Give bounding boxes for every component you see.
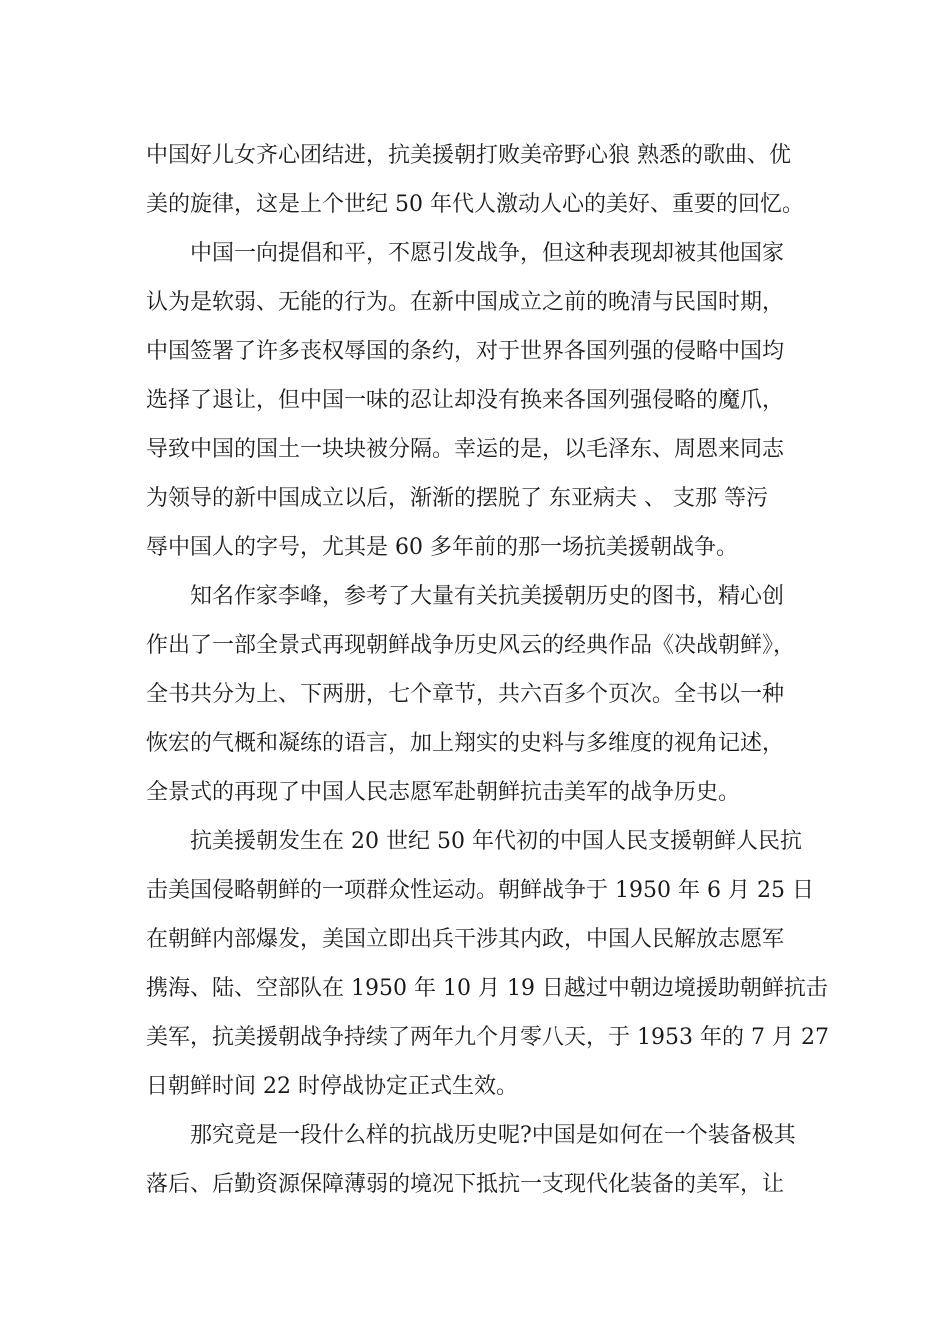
text-line: 美的旋律，这是上个世纪 50 年代人激动人心的美好、重要的回忆。 <box>146 192 804 217</box>
text-line: 导致中国的国土一块块被分隔。幸运的是，以毛泽东、周恩来同志 <box>146 437 785 462</box>
text-line: 在朝鲜内部爆发，美国立即出兵干涉其内政，中国人民解放志愿军 <box>146 927 785 952</box>
text-line: 美军，抗美援朝战争持续了两年九个月零八天，于 1953 年的 7 月 27 <box>146 1025 829 1050</box>
text-line: 辱中国人的字号，尤其是 60 多年前的那一场抗美援朝战争。 <box>146 535 738 560</box>
text-line: 全书共分为上、下两册，七个章节，共六百多个页次。全书以一种 <box>146 682 785 707</box>
text-line: 中国签署了许多丧权辱国的条约，对于世界各国列强的侵略中国均 <box>146 339 785 364</box>
text-line: 击美国侵略朝鲜的一项群众性运动。朝鲜战争于 1950 年 6 月 25 日 <box>146 878 814 903</box>
text-line: 中国好儿女齐心团结进，抗美援朝打败美帝野心狼 熟悉的歌曲、优 <box>146 143 791 168</box>
text-line: 日朝鲜时间 22 时停战协定正式生效。 <box>146 1074 518 1099</box>
paragraph-first-line: 知名作家李峰，参考了大量有关抗美援朝历史的图书，精心创 <box>190 584 785 609</box>
paragraph-first-line: 那究竟是一段什么样的抗战历史呢?中国是如何在一个装备极其 <box>190 1123 796 1148</box>
document-body <box>146 131 829 1209</box>
text-line: 全景式的再现了中国人民志愿军赴朝鲜抗击美军的战争历史。 <box>146 780 741 805</box>
text-line: 选择了退让，但中国一味的忍让却没有换来各国列强侵略的魔爪， <box>146 388 785 413</box>
text-line: 携海、陆、空部队在 1950 年 10 月 19 日越过中朝边境援助朝鲜抗击 <box>146 976 828 1001</box>
text-line: 作出了一部全景式再现朝鲜战争历史风云的经典作品《决战朝鲜》， <box>146 633 796 658</box>
text-line: 落后、后勤资源保障薄弱的境况下抵抗一支现代化装备的美军，让 <box>146 1172 785 1197</box>
text-line: 为领导的新中国成立以后，渐渐的摆脱了 东亚病夫 、 支那 等污 <box>146 486 768 511</box>
paragraph-first-line: 抗美援朝发生在 20 世纪 50 年代初的中国人民支援朝鲜人民抗 <box>190 829 802 854</box>
paragraph-first-line: 中国一向提倡和平，不愿引发战争，但这种表现却被其他国家 <box>190 241 785 266</box>
text-line: 认为是软弱、无能的行为。在新中国成立之前的晚清与民国时期， <box>146 290 785 315</box>
text-line: 恢宏的气概和凝练的语言，加上翔实的史料与多维度的视角记述， <box>146 731 785 756</box>
